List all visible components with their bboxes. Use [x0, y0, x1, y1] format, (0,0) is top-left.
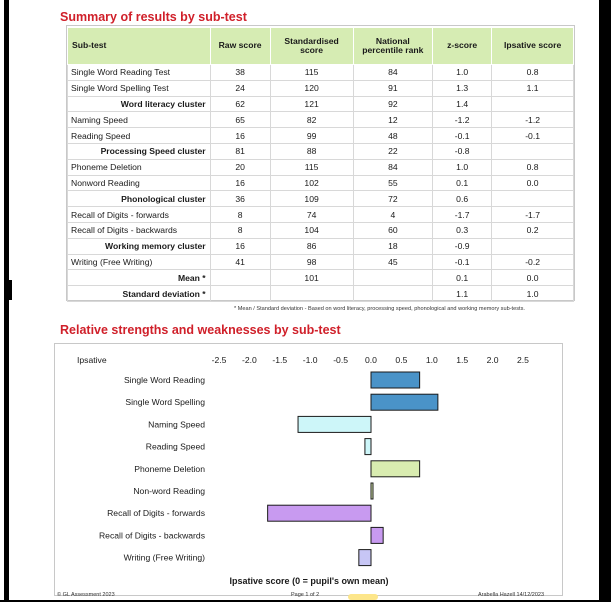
cell-raw-score: 20 — [210, 159, 270, 175]
x-tick-label: -2.5 — [211, 355, 227, 365]
cell-percentile-rank: 92 — [353, 96, 432, 112]
cell-standardised-score: 120 — [270, 80, 353, 96]
cell-percentile-rank — [353, 270, 432, 286]
category-label: Naming Speed — [148, 419, 205, 430]
axis-corner-label: Ipsative — [77, 355, 107, 365]
cell-raw-score: 36 — [210, 191, 270, 207]
bar — [371, 527, 383, 543]
cell-subtest: Recall of Digits - backwards — [68, 222, 211, 238]
cell-raw-score: 41 — [210, 254, 270, 270]
cell-ipsative-score: -1.2 — [492, 112, 574, 128]
category-label: Reading Speed — [145, 441, 205, 452]
cell-raw-score: 65 — [210, 112, 270, 128]
cell-subtest: Processing Speed cluster — [68, 143, 211, 159]
cell-percentile-rank: 60 — [353, 222, 432, 238]
cell-standardised-score: 88 — [270, 143, 353, 159]
cell-raw-score: 8 — [210, 222, 270, 238]
cell-z-score: 0.6 — [433, 191, 492, 207]
footer-page-number: Page 1 of 2 — [291, 592, 320, 598]
cell-raw-score: 24 — [210, 80, 270, 96]
cell-standardised-score: 115 — [270, 65, 353, 81]
cell-percentile-rank: 22 — [353, 143, 432, 159]
cell-subtest: Single Word Spelling Test — [68, 80, 211, 96]
cell-subtest: Naming Speed — [68, 112, 211, 128]
cell-z-score: -0.1 — [433, 128, 492, 144]
cell-subtest: Working memory cluster — [68, 238, 211, 254]
category-label: Phoneme Deletion — [134, 463, 205, 474]
table-row — [68, 65, 574, 81]
cell-subtest: Reading Speed — [68, 128, 211, 144]
cell-standardised-score: 82 — [270, 112, 353, 128]
cell-z-score: 0.1 — [433, 270, 492, 286]
category-label: Non-word Reading — [133, 486, 205, 496]
cell-ipsative-score: 1.0 — [492, 286, 574, 302]
cell-subtest: Standard deviation * — [68, 286, 211, 302]
category-label: Single Word Reading — [123, 375, 205, 385]
table-row — [68, 112, 574, 128]
footer-student: Arabella Hazell 14/12/2023 — [478, 592, 545, 598]
cell-z-score: -1.7 — [433, 207, 492, 223]
bar — [268, 505, 371, 521]
cell-standardised-score: 104 — [270, 222, 353, 238]
cell-subtest: Word literacy cluster — [68, 96, 211, 112]
cell-ipsative-score: 0.8 — [492, 65, 574, 81]
cell-standardised-score: 74 — [270, 207, 353, 223]
cell-percentile-rank: 84 — [353, 159, 432, 175]
cell-standardised-score: 101 — [270, 270, 353, 286]
cell-standardised-score: 86 — [270, 238, 353, 254]
cell-z-score: 0.1 — [433, 175, 492, 191]
cell-percentile-rank: 48 — [353, 128, 432, 144]
category-label: Writing (Free Writing) — [123, 552, 205, 563]
cell-standardised-score: 115 — [270, 159, 353, 175]
table-footnote: * Mean / Standard deviation - Based on word literacy, processing speed, phonological and working memory sub-tests. — [234, 306, 525, 312]
cell-subtest: Nonword Reading — [68, 175, 211, 191]
cell-percentile-rank: 4 — [353, 207, 432, 223]
cell-standardised-score: 99 — [270, 128, 353, 144]
header-percentile-rank: National percentile rank — [353, 28, 432, 65]
x-tick-label: -1.5 — [272, 355, 288, 365]
cell-raw-score: 81 — [210, 143, 270, 159]
table-row — [68, 175, 574, 191]
strengths-title: Relative strengths and weaknesses by sub-test — [60, 323, 341, 337]
cell-percentile-rank — [353, 286, 432, 302]
table-row — [68, 128, 574, 144]
category-label: Recall of Digits - forwards — [107, 508, 205, 519]
cell-percentile-rank: 84 — [353, 65, 432, 81]
cluster-row — [68, 238, 574, 254]
cell-z-score: 1.1 — [433, 286, 492, 302]
x-tick-label: 1.0 — [425, 355, 438, 365]
cell-ipsative-score — [492, 96, 574, 112]
cell-percentile-rank: 18 — [353, 238, 432, 254]
cell-ipsative-score: 0.0 — [492, 270, 574, 286]
cell-subtest: Writing (Free Writing) — [68, 254, 211, 270]
strengths-chart — [55, 344, 564, 597]
bar — [371, 483, 373, 499]
x-tick-label: -1.0 — [302, 355, 318, 365]
stat-row — [68, 286, 574, 302]
table-row — [68, 159, 574, 175]
table-row — [68, 254, 574, 270]
summary-title: Summary of results by sub-test — [60, 10, 247, 24]
bar — [359, 550, 371, 566]
cell-z-score: -0.1 — [433, 254, 492, 270]
header-standardised-score: Standardised score — [270, 28, 353, 65]
cell-percentile-rank: 91 — [353, 80, 432, 96]
cell-percentile-rank: 55 — [353, 175, 432, 191]
footer-copyright: © GL Assessment 2023 — [57, 592, 115, 598]
table-row — [68, 222, 574, 238]
cell-subtest: Recall of Digits - forwards — [68, 207, 211, 223]
header-raw-score: Raw score — [210, 28, 270, 65]
cell-z-score: 0.3 — [433, 222, 492, 238]
x-tick-label: 2.0 — [486, 355, 499, 365]
table-header-row — [68, 28, 574, 65]
results-table — [67, 27, 574, 302]
x-tick-label: 2.5 — [517, 355, 529, 365]
header-subtest: Sub-test — [68, 28, 211, 65]
cell-z-score: 1.3 — [433, 80, 492, 96]
cell-standardised-score: 109 — [270, 191, 353, 207]
stat-row — [68, 270, 574, 286]
cell-standardised-score: 121 — [270, 96, 353, 112]
bar — [365, 439, 371, 455]
cell-ipsative-score: 0.2 — [492, 222, 574, 238]
cell-ipsative-score: 0.0 — [492, 175, 574, 191]
cell-raw-score: 16 — [210, 128, 270, 144]
x-tick-label: -0.5 — [333, 355, 349, 365]
cell-z-score: -0.8 — [433, 143, 492, 159]
category-label: Single Word Spelling — [125, 397, 205, 408]
bar — [371, 372, 420, 388]
cell-standardised-score: 102 — [270, 175, 353, 191]
cell-z-score: 1.4 — [433, 96, 492, 112]
header-ipsative-score: Ipsative score — [492, 28, 574, 65]
cell-subtest: Mean * — [68, 270, 211, 286]
page-highlight — [348, 594, 378, 600]
cell-subtest: Phoneme Deletion — [68, 159, 211, 175]
cell-ipsative-score: -0.1 — [492, 128, 574, 144]
cell-subtest: Single Word Reading Test — [68, 65, 211, 81]
header-z-score: z-score — [433, 28, 492, 65]
cell-subtest: Phonological cluster — [68, 191, 211, 207]
cell-raw-score: 38 — [210, 65, 270, 81]
cell-ipsative-score — [492, 191, 574, 207]
cell-raw-score — [210, 270, 270, 286]
x-tick-label: 1.5 — [456, 355, 469, 365]
table-row — [68, 80, 574, 96]
x-axis-title: Ipsative score (0 = pupil's own mean) — [229, 576, 389, 586]
cell-z-score: 1.0 — [433, 159, 492, 175]
bar — [298, 416, 371, 432]
cell-standardised-score: 98 — [270, 254, 353, 270]
left-edge — [0, 0, 4, 600]
cell-raw-score: 62 — [210, 96, 270, 112]
cluster-row — [68, 191, 574, 207]
cell-ipsative-score: 1.1 — [492, 80, 574, 96]
cluster-row — [68, 96, 574, 112]
cluster-row — [68, 143, 574, 159]
strengths-chart-box — [54, 343, 563, 596]
cell-percentile-rank: 72 — [353, 191, 432, 207]
category-label: Recall of Digits - backwards — [98, 530, 205, 541]
cell-z-score: -1.2 — [433, 112, 492, 128]
x-tick-label: 0.0 — [365, 355, 377, 365]
cell-ipsative-score: 0.8 — [492, 159, 574, 175]
table-row — [68, 207, 574, 223]
cell-raw-score: 16 — [210, 238, 270, 254]
cell-ipsative-score: -1.7 — [492, 207, 574, 223]
bar — [371, 461, 420, 477]
cell-raw-score: 16 — [210, 175, 270, 191]
cell-z-score: 1.0 — [433, 65, 492, 81]
x-tick-label: -2.0 — [241, 355, 257, 365]
cell-ipsative-score — [492, 143, 574, 159]
cell-percentile-rank: 45 — [353, 254, 432, 270]
cell-raw-score: 8 — [210, 207, 270, 223]
cell-percentile-rank: 12 — [353, 112, 432, 128]
cell-z-score: -0.9 — [433, 238, 492, 254]
cell-ipsative-score: -0.2 — [492, 254, 574, 270]
bar — [371, 394, 438, 410]
cell-standardised-score — [270, 286, 353, 302]
cell-raw-score — [210, 286, 270, 302]
cell-ipsative-score — [492, 238, 574, 254]
x-tick-label: 0.5 — [395, 355, 408, 365]
